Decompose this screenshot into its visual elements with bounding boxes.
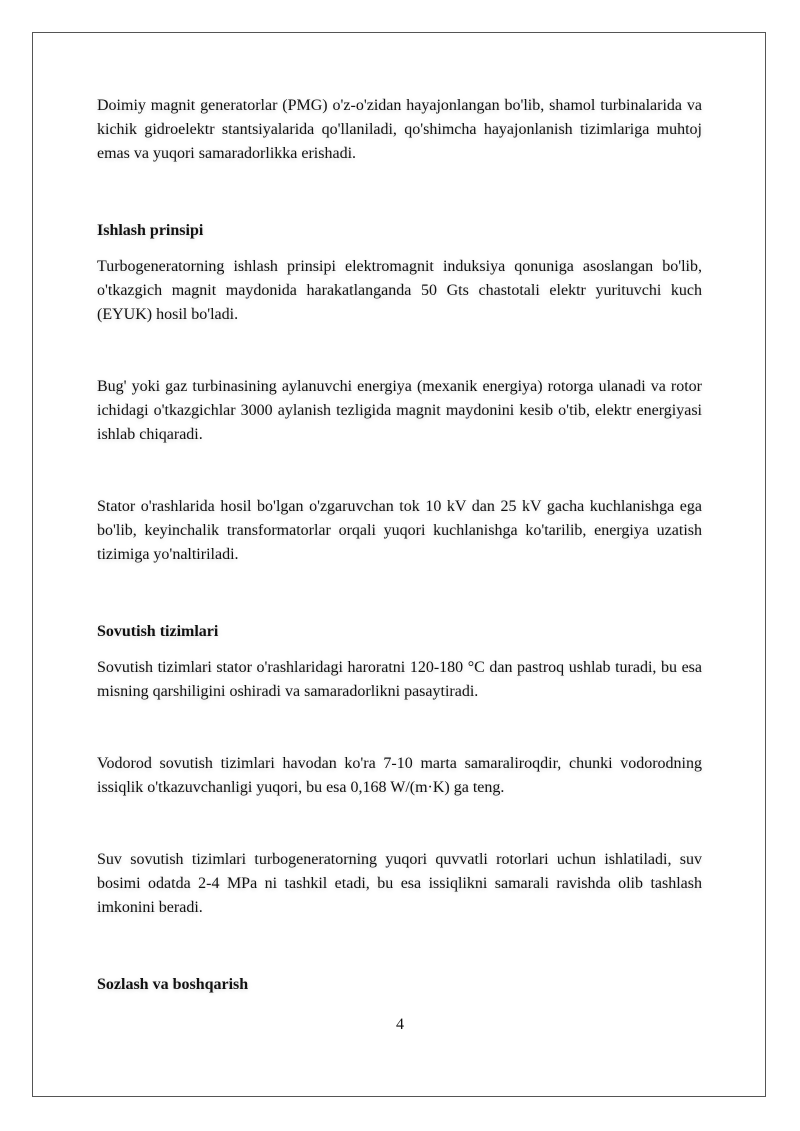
paragraph-cooling-2: Vodorod sovutish tizimlari havodan ko'ra 7-10 marta samaraliroqdir, chunki vodorodning issiqlik o'tkazuvchanligi yuqori, bu esa 0,168 W/(m·K) ga teng. <box>97 755 702 796</box>
paragraph-cooling-1: Sovutish tizimlari stator o'rashlaridagi haroratni 120-180 °C dan pastroq ushlab turadi, bu esa misning qarshiligini oshiradi va samaradorlikni pasaytiradi. <box>97 659 702 700</box>
paragraph-principle-1: Turbogeneratorning ishlash prinsipi elektromagnit induksiya qonuniga asoslangan bo'lib, o'tkazgich magnit maydonida harakatlanganda 50 Gts chastotali elektr yurituvchi kuch (EYUK) hosil bo'ladi. <box>97 258 702 323</box>
heading-principle: Ishlash prinsipi <box>97 222 204 239</box>
page-content <box>97 94 702 997</box>
page-number: 4 <box>396 1016 404 1033</box>
paragraph-principle-3: Stator o'rashlarida hosil bo'lgan o'zgaruvchan tok 10 kV dan 25 kV gacha kuchlanishga ega bo'lib, keyinchalik transformatorlar orqali yuqori kuchlanishga ko'tarilib, energiya uzatish tizimiga yo'naltiriladi. <box>97 498 702 563</box>
heading-cooling: Sovutish tizimlari <box>97 623 219 640</box>
heading-control: Sozlash va boshqarish <box>97 976 249 993</box>
paragraph-principle-2: Bug' yoki gaz turbinasining aylanuvchi energiya (mexanik energiya) rotorga ulanadi va rotor ichidagi o'tkazgichlar 3000 aylanish tezligida magnit maydonini kesib o'tib, elektr energiyasi ishlab chiqaradi. <box>97 378 702 443</box>
paragraph-pmg: Doimiy magnit generatorlar (PMG) o'z-o'zidan hayajonlangan bo'lib, shamol turbinalarida va kichik gidroelektr stantsiyalarida qo'llaniladi, qo'shimcha hayajonlanish tizimlariga muhtoj emas va yuqori samaradorlikka erishadi. <box>97 97 702 162</box>
paragraph-cooling-3: Suv sovutish tizimlari turbogeneratorning yuqori quvvatli rotorlari uchun ishlatiladi, suv bosimi odatda 2-4 MPa ni tashkil etadi, bu esa issiqlikni samarali ravishda olib tashlash imkonini beradi. <box>97 851 702 916</box>
